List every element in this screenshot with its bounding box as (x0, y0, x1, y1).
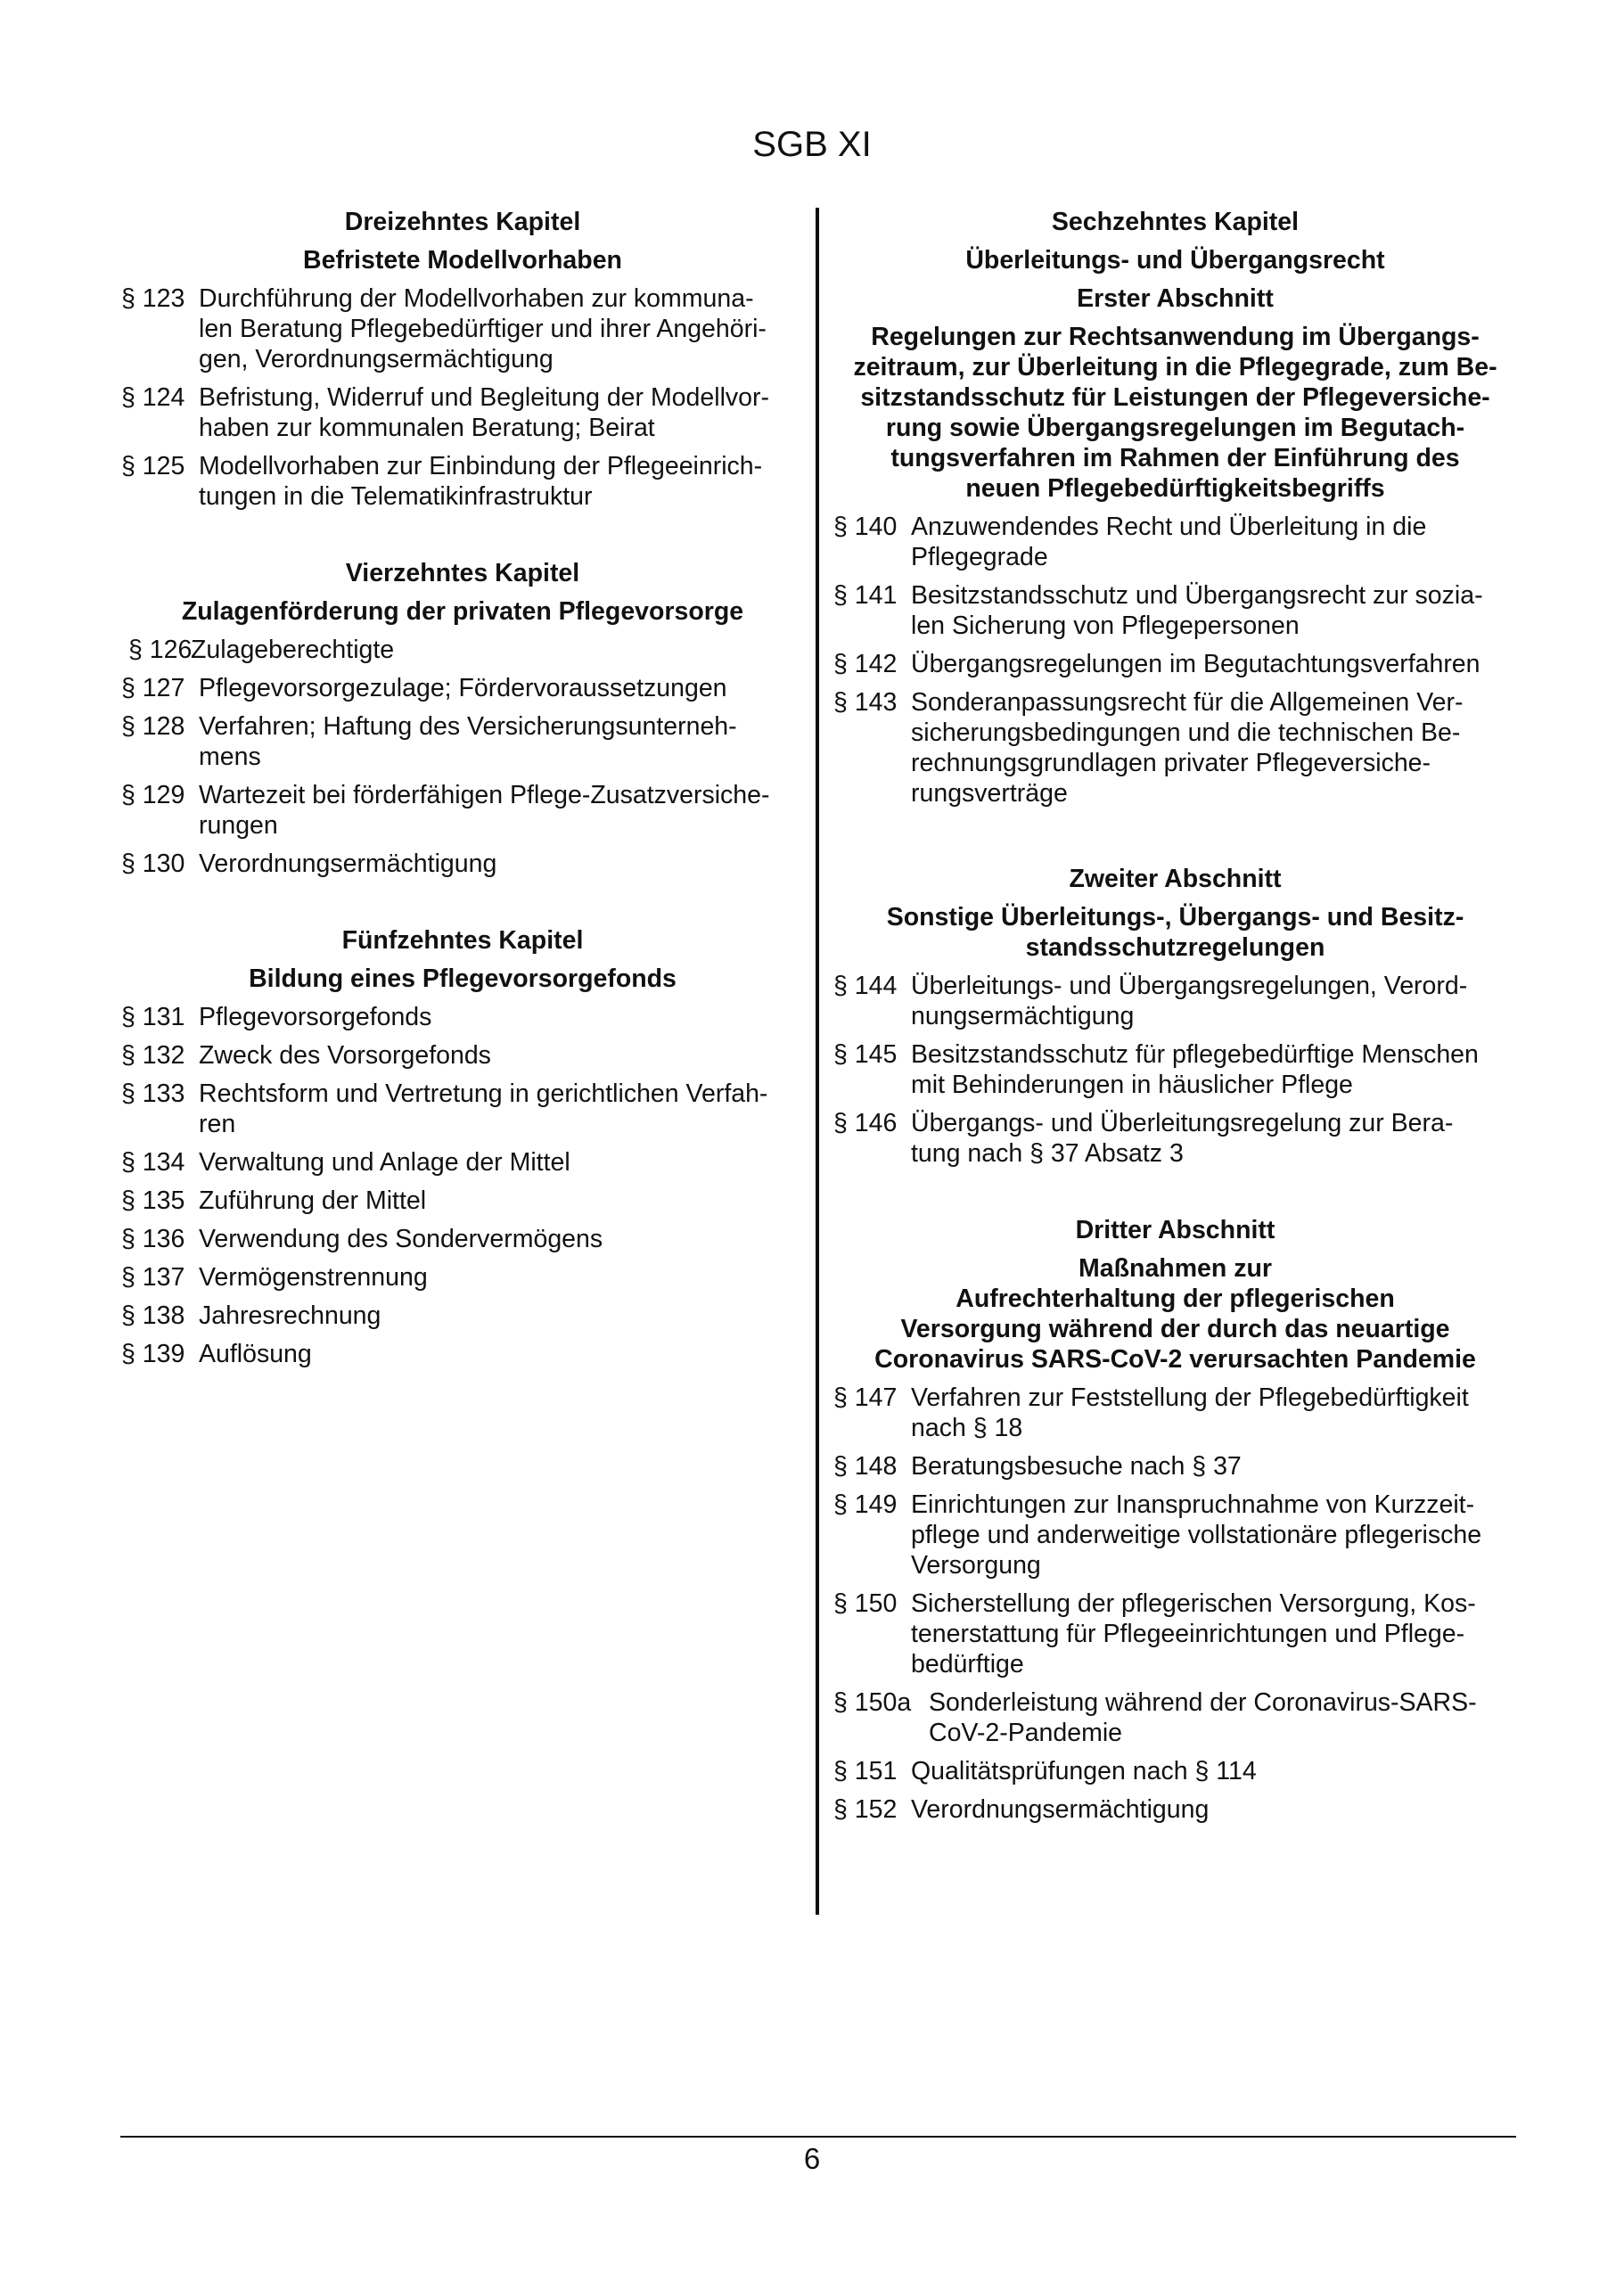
section-number: § 150a (833, 1688, 912, 1717)
section-number: § 130 (121, 850, 185, 878)
entry-list (121, 635, 804, 879)
section-number: § 150 (833, 1589, 898, 1618)
section-title: Rechtsform und Vertretung in gerichtlichen Verfah- ren (199, 1079, 768, 1138)
section-number: § 125 (121, 452, 185, 480)
toc-entry (121, 1002, 804, 1032)
toc-entry (833, 1756, 1517, 1786)
toc-entry (833, 580, 1517, 641)
section-number: § 139 (121, 1340, 185, 1368)
section-title: Sonderanpassungsrecht für die Allgemeinen Ver- sicherungsbedingungen und die technischen Be- rechnungsgrundlagen privater Pflegeversiche- rungsverträge (911, 688, 1464, 808)
section-number: § 126 (128, 636, 193, 664)
toc-entry (121, 1224, 804, 1254)
section-title: Pflegevorsorgefonds (199, 1003, 432, 1031)
chapter-subtitle: Bildung eines Pflegevorsorgefonds (249, 965, 677, 993)
section-title: Verwaltung und Anlage der Mittel (199, 1148, 570, 1177)
toc-entry (121, 1040, 804, 1071)
section-number: § 145 (833, 1040, 898, 1069)
section-number: § 133 (121, 1079, 185, 1108)
toc-entry (121, 1147, 804, 1178)
chapter-heading: Vierzehntes Kapitel (345, 559, 580, 587)
section-number: § 148 (833, 1452, 898, 1481)
section-title: Einrichtungen zur Inanspruchnahme von Kurzzeit- pflege und anderweitige vollstationäre pflegerische Versorgung (911, 1490, 1482, 1580)
section-title: Auflösung (199, 1340, 312, 1368)
section-title: Wartezeit bei förderfähigen Pflege-Zusatzversiche- rungen (199, 781, 770, 840)
toc-entry (833, 1588, 1517, 1679)
section-title: Zweck des Vorsorgefonds (199, 1041, 491, 1070)
toc-entry (121, 780, 804, 841)
chapter-heading: Fünfzehntes Kapitel (341, 926, 584, 955)
section-number: § 127 (121, 674, 185, 702)
section-title: Durchführung der Modellvorhaben zur kommuna- len Beratung Pflegebedürftiger und ihrer Angehöri- gen, Verordnungsermächtigung (199, 284, 767, 373)
section-number: § 136 (121, 1225, 185, 1253)
toc-entry (833, 1451, 1517, 1482)
toc-entry (833, 687, 1517, 809)
toc-left-column (121, 207, 804, 1377)
entry-list (833, 971, 1517, 1169)
toc-right-column (833, 207, 1517, 1833)
section-title: Zulageberechtigte (191, 636, 395, 664)
toc-entry (833, 1108, 1517, 1169)
section-number: § 152 (833, 1795, 898, 1824)
toc-entry (833, 1490, 1517, 1580)
section-title: Anzuwendendes Recht und Überleitung in die Pflegegrade (911, 513, 1427, 571)
section-title: Qualitätsprüfungen nach § 114 (911, 1757, 1257, 1785)
toc-entry (833, 1794, 1517, 1825)
toc-entry (833, 1687, 1517, 1748)
section-title: Übergangsregelungen im Begutachtungsverfahren (911, 650, 1480, 678)
section-title: Verwendung des Sondervermögens (199, 1225, 603, 1253)
section-number: § 124 (121, 383, 185, 412)
toc-entry (121, 1079, 804, 1139)
section-title: Jahresrechnung (199, 1301, 381, 1330)
section-number: § 143 (833, 688, 898, 717)
section-subtitle: Sonstige Überleitungs-, Übergangs- und Besitz- standsschutzregelungen (886, 903, 1464, 962)
section-title: Beratungsbesuche nach § 37 (911, 1452, 1242, 1481)
toc-entry (121, 451, 804, 512)
section-number: § 151 (833, 1757, 898, 1785)
toc-entry (121, 1262, 804, 1293)
toc-entry (833, 512, 1517, 572)
toc-entry (121, 382, 804, 443)
section-title: Sicherstellung der pflegerischen Versorgung, Kos- tenerstattung für Pflegeeinrichtungen und Pflege- bedürftige (911, 1589, 1476, 1679)
section-number: § 135 (121, 1186, 185, 1215)
section-title: Besitzstandsschutz und Übergangsrecht zur sozia- len Sicherung von Pflegepersonen (911, 581, 1483, 640)
toc-entry (833, 649, 1517, 679)
section-heading: Zweiter Abschnitt (1069, 865, 1282, 893)
toc-entry (121, 673, 804, 703)
toc-entry (121, 849, 804, 879)
entry-list (121, 283, 804, 512)
footer-rule (120, 2136, 1516, 2138)
toc-entry (833, 1383, 1517, 1443)
entry-list (833, 1383, 1517, 1825)
section-number: § 140 (833, 513, 898, 541)
section-number: § 146 (833, 1109, 898, 1137)
section-title: Pflegevorsorgezulage; Fördervoraussetzungen (199, 674, 727, 702)
section-number: § 131 (121, 1003, 185, 1031)
section-heading: Erster Abschnitt (1077, 284, 1274, 313)
chapter-subtitle: Überleitungs- und Übergangsrecht (965, 246, 1385, 275)
section-title: Überleitungs- und Übergangsregelungen, Verord- nungsermächtigung (911, 972, 1468, 1030)
section-number: § 137 (121, 1263, 185, 1292)
section-title: Sonderleistung während der Coronavirus-SARS- CoV-2-Pandemie (929, 1688, 1477, 1747)
section-title: Verordnungsermächtigung (911, 1795, 1210, 1824)
section-subtitle: Regelungen zur Rechtsanwendung im Übergangs- zeitraum, zur Überleitung in die Pflegegrade, zum Be- sitzstandsschutz für Leistungen der Pflegeversiche- rung sowie Übergangsregelungen im Begutach- tungsverfahren im Rahmen der Einführung des neuen Pflegebedürftigkeitsbegriffs (853, 323, 1497, 503)
section-number: § 149 (833, 1490, 898, 1519)
section-heading: Dritter Abschnitt (1075, 1216, 1275, 1244)
section-number: § 147 (833, 1383, 898, 1412)
entry-list (121, 1002, 804, 1369)
section-title: Befristung, Widerruf und Begleitung der Modellvor- haben zur kommunalen Beratung; Beirat (199, 383, 769, 442)
section-number: § 123 (121, 284, 185, 313)
section-title: Verordnungsermächtigung (199, 850, 497, 878)
toc-entry (121, 711, 804, 772)
chapter-subtitle: Befristete Modellvorhaben (303, 246, 622, 275)
section-title: Modellvorhaben zur Einbindung der Pflegeeinrich- tungen in die Telematikinfrastruktur (199, 452, 763, 511)
section-title: Verfahren; Haftung des Versicherungsunterneh- mens (199, 712, 737, 771)
chapter-subtitle: Zulagenförderung der privaten Pflegevorsorge (181, 597, 744, 626)
section-title: Verfahren zur Feststellung der Pflegebedürftigkeit nach § 18 (911, 1383, 1469, 1442)
section-number: § 132 (121, 1041, 185, 1070)
chapter-heading: Dreizehntes Kapitel (344, 208, 581, 236)
section-title: Übergangs- und Überleitungsregelung zur Bera- tung nach § 37 Absatz 3 (911, 1109, 1454, 1168)
entry-list (833, 512, 1517, 809)
section-number: § 144 (833, 972, 898, 1000)
column-divider (816, 208, 819, 1915)
section-subtitle: Maßnahmen zur Aufrechterhaltung der pflegerischen Versorgung während der durch das neuartige Coronavirus SARS-CoV-2 verursachten Pandemie (874, 1254, 1476, 1374)
toc-entry (833, 1039, 1517, 1100)
toc-entry (121, 283, 804, 374)
section-number: § 134 (121, 1148, 185, 1177)
section-title: Vermögenstrennung (199, 1263, 428, 1292)
section-number: § 142 (833, 650, 898, 678)
section-number: § 129 (121, 781, 185, 809)
toc-entry (121, 635, 804, 665)
section-number: § 138 (121, 1301, 185, 1330)
page-number: 6 (803, 2142, 821, 2175)
toc-entry (121, 1186, 804, 1216)
chapter-heading: Sechzehntes Kapitel (1051, 208, 1300, 236)
toc-entry (121, 1301, 804, 1331)
toc-entry (121, 1339, 804, 1369)
toc-entry (833, 971, 1517, 1031)
page-title: SGB XI (752, 125, 872, 164)
section-number: § 141 (833, 581, 898, 610)
section-number: § 128 (121, 712, 185, 741)
section-title: Zuführung der Mittel (199, 1186, 427, 1215)
section-title: Besitzstandsschutz für pflegebedürftige Menschen mit Behinderungen in häuslicher Pflege (911, 1040, 1479, 1099)
